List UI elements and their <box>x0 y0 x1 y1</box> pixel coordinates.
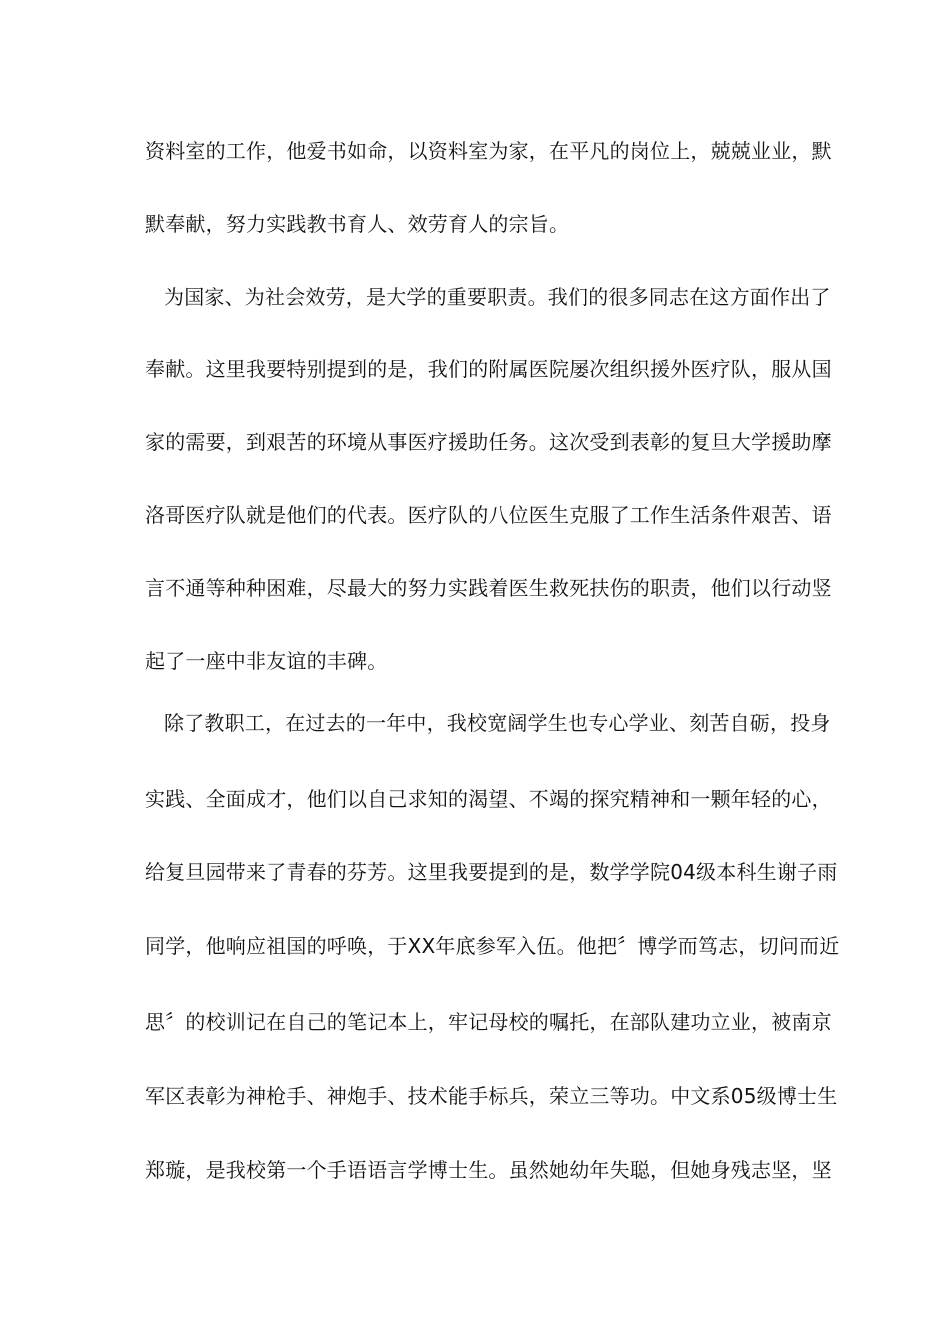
text-line: 同学，他响应祖国的呼唤，于XX年底参军入伍。他把〞博学而笃志，切问而近 <box>145 934 840 958</box>
text-line: 军区表彰为神枪手、神炮手、技术能手标兵，荣立三等功。中文系05级博士生 <box>145 1084 838 1108</box>
paragraph-start-line: 除了教职工，在过去的一年中，我校宽阔学生也专心学业、刻苦自砺，投身 <box>164 711 831 735</box>
text-line: 给复旦园带来了青春的芬芳。这里我要提到的是，数学学院04级本科生谢子雨 <box>145 860 838 884</box>
text-line: 家的需要，到艰苦的环境从事医疗援助任务。这次受到表彰的复旦大学援助摩 <box>145 430 832 454</box>
text-line: 郑璇，是我校第一个手语语言学博士生。虽然她幼年失聪，但她身残志坚，坚 <box>145 1158 832 1182</box>
text-line: 资料室的工作，他爱书如命，以资料室为家，在平凡的岗位上，兢兢业业，默 <box>145 139 832 163</box>
text-line: 言不通等种种困难，尽最大的努力实践着医生救死扶伤的职责，他们以行动竖 <box>145 576 832 600</box>
text-line: 起了一座中非友谊的丰碑。 <box>145 649 388 673</box>
text-line: 洛哥医疗队就是他们的代表。医疗队的八位医生克服了工作生活条件艰苦、语 <box>145 503 832 527</box>
paragraph-start-line: 为国家、为社会效劳，是大学的重要职责。我们的很多同志在这方面作出了 <box>164 285 831 309</box>
text-line: 思〞的校训记在自己的笔记本上，牢记母校的嘱托，在部队建功立业，被南京 <box>145 1010 832 1034</box>
text-line: 实践、全面成才，他们以自己求知的渴望、不竭的探究精神和一颗年轻的心， <box>145 787 832 811</box>
text-line: 奉献。这里我要特别提到的是，我们的附属医院屡次组织援外医疗队，服从国 <box>145 357 832 381</box>
text-line: 默奉献，努力实践教书育人、效劳育人的宗旨。 <box>145 212 570 236</box>
